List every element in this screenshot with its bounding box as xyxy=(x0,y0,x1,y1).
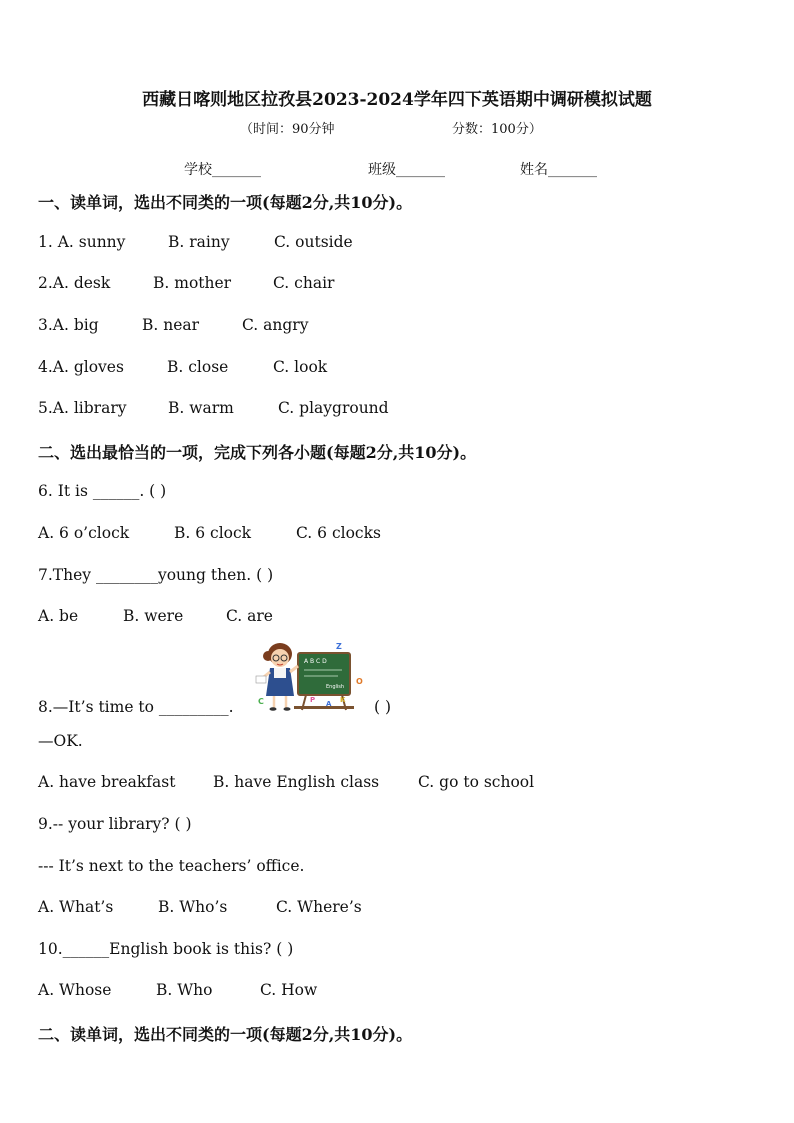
question-3 xyxy=(38,316,308,334)
option-c: C. 6 clocks xyxy=(296,524,381,542)
option-b: B. have English class xyxy=(213,773,380,791)
question-7-options xyxy=(38,607,273,625)
section3-heading: 二、读单词，选出不同类的一项(每题2分,共10分)。 xyxy=(38,1025,413,1044)
teacher-blackboard-illustration xyxy=(254,640,366,712)
option-c: C. Where’s xyxy=(276,898,362,916)
letter-o: O xyxy=(356,677,363,686)
page-title: 西藏日喀则地区拉孜县2023-2024学年四下英语期中调研模拟试题 xyxy=(142,90,652,110)
option-b: B. warm xyxy=(168,399,234,417)
option-b: B. Who’s xyxy=(158,898,228,916)
option-b: B. 6 clock xyxy=(174,524,252,542)
question-10-options xyxy=(38,981,317,999)
option-c: C. chair xyxy=(273,274,335,292)
letter-k: K xyxy=(340,696,346,704)
question-6-stem: 6. It is ______. ( ) xyxy=(38,482,167,500)
option-c: C. are xyxy=(226,607,273,625)
question-7-stem: 7.They ________young then. ( ) xyxy=(38,566,274,584)
option-c: C. angry xyxy=(242,316,309,334)
option-b: B. near xyxy=(142,316,200,334)
option-a: 5.A. library xyxy=(38,399,127,417)
option-a: 4.A. gloves xyxy=(38,358,124,376)
option-a: A. have breakfast xyxy=(38,773,176,791)
board-label: English xyxy=(326,684,345,690)
option-c: C. playground xyxy=(278,399,389,417)
option-b: B. Who xyxy=(156,981,213,999)
question-8-stem: 8.—It’s time to _________. xyxy=(38,698,234,716)
section2-heading: 二、选出最恰当的一项，完成下列各小题(每题2分,共10分)。 xyxy=(38,443,477,462)
question-10-stem: 10.______English book is this? ( ) xyxy=(38,940,294,958)
question-5 xyxy=(38,399,389,417)
option-c: C. outside xyxy=(274,233,353,251)
option-b: B. close xyxy=(167,358,229,376)
question-1 xyxy=(38,233,353,251)
letter-p: P xyxy=(310,696,316,704)
letter-z: Z xyxy=(336,642,342,651)
exam-score: 分数：100分） xyxy=(452,122,542,137)
option-a: 3.A. big xyxy=(38,316,99,334)
name-field: 姓名_______ xyxy=(520,162,597,178)
question-2 xyxy=(38,274,334,292)
option-a: A. Whose xyxy=(38,981,112,999)
question-4 xyxy=(38,358,327,376)
school-field: 学校_______ xyxy=(184,162,261,178)
question-9-reply: --- It’s next to the teachers’ office. xyxy=(38,857,305,875)
question-8-paren: ( ) xyxy=(374,698,392,716)
question-9-stem: 9.-- your library? ( ) xyxy=(38,815,192,833)
option-a: A. 6 o’clock xyxy=(38,524,130,542)
option-b: B. rainy xyxy=(168,233,230,251)
question-8-reply: —OK. xyxy=(38,732,83,750)
option-c: C. look xyxy=(273,358,328,376)
option-b: B. mother xyxy=(153,274,232,292)
exam-time: （时间：90分钟 xyxy=(240,122,335,137)
letter-a: A xyxy=(326,700,332,708)
question-9-options xyxy=(38,898,362,916)
question-8-options xyxy=(38,773,534,791)
option-a: 2.A. desk xyxy=(38,274,111,292)
option-a: A. What’s xyxy=(38,898,114,916)
board-text: A B C D xyxy=(304,658,327,665)
option-c: C. go to school xyxy=(418,773,535,791)
question-6-options xyxy=(38,524,381,542)
option-a: 1. A. sunny xyxy=(38,233,126,251)
class-field: 班级_______ xyxy=(368,162,445,178)
letter-c: C xyxy=(258,697,264,706)
section1-heading: 一、读单词，选出不同类的一项(每题2分,共10分)。 xyxy=(38,193,413,212)
option-a: A. be xyxy=(38,607,79,625)
option-c: C. How xyxy=(260,981,318,999)
option-b: B. were xyxy=(123,607,184,625)
